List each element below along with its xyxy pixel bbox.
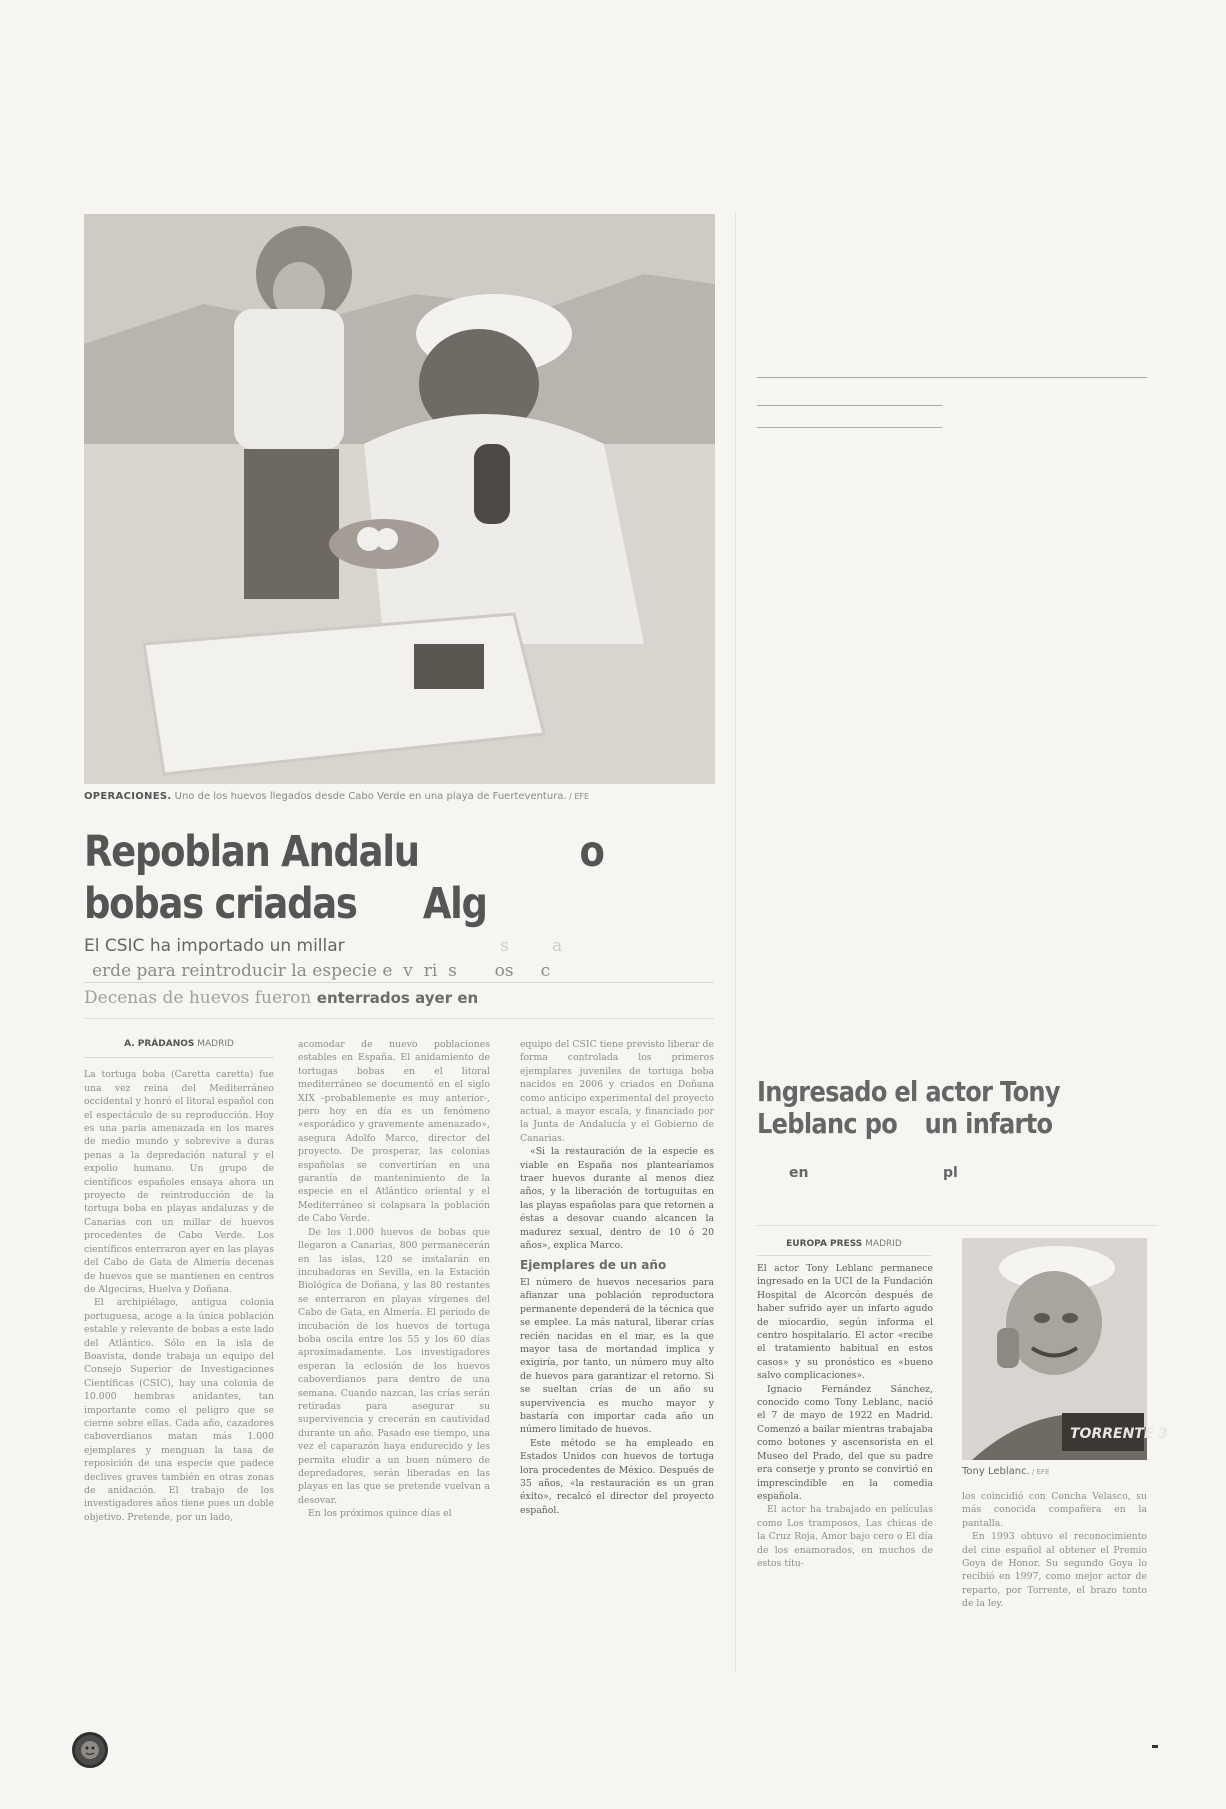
byline-author: A. PRÁDANOS — [124, 1039, 195, 1049]
paragraph: El actor Tony Leblanc permanece ingresado en la UCI de la Fundación Hospital de Alcorcón después de haber sufrido ayer un infarto agudo de miocardio, según informa el centro hospitalario. El actor «recibe el tratamiento habitual en estos casos» y su pronóstico es «bueno salvo complicaciones». — [757, 1263, 933, 1382]
column-divider — [735, 212, 736, 1672]
page-mark — [1152, 1745, 1158, 1748]
headline-line1-a: Repoblan Andalu — [84, 827, 419, 877]
headline2-line2-a: Leblanc po — [757, 1107, 898, 1140]
right-rule — [757, 405, 942, 406]
kicker-bottom-rule — [84, 1018, 714, 1019]
caption-credit: / EFE — [566, 792, 590, 801]
caption-text: Uno de los huevos llegados desde Cabo Verde en una playa de Fuerteventura. — [171, 791, 567, 802]
kicker — [84, 988, 714, 1008]
subhead-line2-b: v ri s os c — [392, 961, 551, 981]
actor-photo — [962, 1238, 1169, 1460]
byline2-author: EUROPA PRESS — [786, 1239, 863, 1249]
face-icon — [72, 1732, 108, 1768]
paragraph: El actor ha trabajado en películas como Los tramposos, Las chicas de la Cruz Roja, Amor bajo cero o El día de los enamorados, en muchos de estos títu- — [757, 1504, 933, 1569]
article-column-2 — [298, 1038, 490, 1658]
paragraph: En los próximos quince días el — [308, 1508, 452, 1520]
paragraph: acomodar de nuevo poblaciones estables en España. El anidamiento de tortugas bobas en el litoral mediterráneo se documentó en el siglo XIX -probablemente es muy anterior-, pero hoy en día es un fenómeno «esporádico y gravemente amenazado», asegura Adolfo Marco, director del proyecto. De prosperar, las colonias españolas se convertirían en una garantía de mantenimiento de la especie en el Atlántico oriental y el Mediterráneo si colapsara la población de Cabo Verde. — [298, 1039, 490, 1225]
subhead-line2-a: erde para reintroducir la especie e — [92, 961, 393, 981]
paragraph: El número de huevos necesarios para afianzar una población reproductora permanente dependerá de la técnica que se emplee. La más natural, liberar crías recién nacidas en el mar, es la que mayor tasa de mortandad implica y exigiría, por tanto, un número muy alto de huevos para garantizar el retorno. Si se sueltan crías de un año su supervivencia es mucho mayor y bastaría con importar cada año un número limitado de huevos. — [520, 1276, 714, 1436]
article-column-1 — [84, 1038, 274, 1658]
headline-line1-b: o — [579, 827, 604, 877]
paragraph: El archipiélago, antigua colonia portuguesa, acoge a la única población estable y relevante de bobas a este lado del Atlántico. Sólo en la isla de Boavista, donde trabaja un equipo del Consejo Superior de Investigaciones Científicas (CSIC), hay una colonia de 10.000 hembras anidantes, tan importante como el peligro que se cierne sobre ellas. Cada año, cazadores caboverdianos matan más 1.000 ejemplares y menguan la tasa de reposición de una especie que padece declives graves también en otras zonas de anidación. El trabajo de los investigadores años tiene pues un doble objetivo. Pretende, por un lado, — [84, 1297, 274, 1523]
kicker-divider — [84, 982, 714, 983]
byline — [84, 1038, 274, 1058]
paragraph: Este método se ha empleado en Estados Unidos con huevos de tortuga lora procedentes de México. Después de 35 años, «la restauración es un gran éxito», recalcó el director del proyecto español. — [520, 1437, 714, 1516]
secondary-headline — [757, 1076, 1118, 1140]
article-column-3 — [520, 1038, 714, 1658]
main-headline — [84, 826, 634, 930]
actor-photo-caption — [962, 1466, 1147, 1477]
main-photo — [84, 214, 715, 784]
byline-place: MADRID — [194, 1039, 234, 1049]
paragraph: De los 1.000 huevos de bobas que llegaron a Canarias, 800 permanecerán en las islas, 120 se instalarán en incubadoras en Sevilla, en la Estación Biológica de Doñana, y las 80 restantes se enterraron en playas vírgenes del Cabo de Gata, en Almería. El periodo de incubación de los huevos de tortuga boba oscila entre los 55 y los 60 días aproximadamente. Los investigadores esperan la eclosión de los huevos caboverdianos para dentro de una semana. Cuando nazcan, las crías serán retiradas para asegurar su supervivencia y crecerán en cautividad durante un año. Pasado ese tiempo, una vez el caparazón haya endurecido y les permita eludir a un buen número de depredadores, serán liberadas en las playas en las que se pretende vuelvan a desovar. — [298, 1226, 490, 1506]
right-rule — [757, 377, 1147, 378]
subheadline — [84, 934, 714, 984]
caption2-text: Tony Leblanc. — [962, 1466, 1030, 1477]
caption-lead: OPERACIONES. — [84, 791, 172, 802]
caption2-credit: / EFE — [1029, 1468, 1050, 1476]
subhead2-a: en — [789, 1165, 809, 1181]
subhead-line1-c: s a — [500, 936, 563, 956]
subhead-line1-a: El CSIC ha importado — [84, 936, 270, 956]
paragraph: En 1993 obtuvo el reconocimiento del cine español al obtener el Premio Goya de Honor. Su segundo Goya lo recibió en 1997, como mejor actor de reparto, por Torrente, el brazo tonto de la ley. — [962, 1531, 1147, 1610]
article2-column-1 — [757, 1262, 933, 1662]
subhead-line1-b: un millar — [269, 936, 345, 956]
secondary-rule — [757, 1225, 1157, 1226]
section-heading: Ejemplares de un año — [520, 1257, 667, 1272]
paragraph: La tortuga boba (Caretta caretta) fue una vez reina del Mediterráneo occidental y honró el litoral español con el espectáculo de su reproducción. Hoy es una paria amenazada en los mares de medio mundo y sobrevive a duras penas a la depredación natural y el expolio humano. Un grupo de científicos españoles ensaya ahora un proyecto de reintroducción de la tortuga boba en playas andaluzas y de Canarias con un millar de huevos procedentes de Cabo Verde. Los científicos enterraron ayer en las playas del Cabo de Gata de Almería decenas de huevos que se mantienen en centros de Algeciras, Huelva y Doñana. — [84, 1069, 274, 1295]
headline2-line1: Ingresado el actor Tony — [757, 1075, 1060, 1108]
paragraph: los coincidió con Concha Velasco, su más conocida compañera en la pantalla. — [962, 1491, 1147, 1529]
headline2-line2-b: un infarto — [924, 1107, 1053, 1140]
headline-line2-b: Alg — [422, 879, 487, 929]
paragraph: equipo del CSIC tiene previsto liberar de forma controlada los primeros ejemplares juveniles de tortuga boba nacidos en 2006 y criados en Doñana como anticipo experimental del proyecto actual, a mayor escala, y financiado por la Junta de Andalucía y el Gobierno de Canarias. — [520, 1039, 714, 1144]
headline-line2-a: bobas criadas — [84, 879, 357, 929]
byline-secondary — [757, 1239, 931, 1256]
subhead2-b: pl — [943, 1165, 958, 1181]
article2-column-2 — [962, 1490, 1147, 1660]
kicker-a: Decenas de huevos fueron — [84, 988, 317, 1008]
kicker-b: enterrados ayer en — [316, 989, 479, 1007]
photo-caption — [84, 791, 715, 802]
byline2-place: MADRID — [862, 1239, 902, 1249]
right-rule — [757, 427, 942, 428]
photo-badge: TORRENTE 3 — [1070, 1426, 1169, 1442]
paragraph: «Si la restauración de la especie es viable en España nos plantearíamos traer huevos durante al menos diez años, y la liberación de tortuguitas en las playas españolas para que retornen a éstas a desovar cuando alcancen la madurez sexual, dentro de 10 ó 20 años», explica Marco. — [520, 1146, 714, 1252]
paragraph: Ignacio Fernández Sánchez, conocido como Tony Leblanc, nació el 7 de mayo de 1922 en Madrid. Comenzó a bailar mientras trabajaba como botones y ascensorista en el Museo del Prado, del que su padre era conserje y pronto se convirtió en imprescindible en la comedia española. — [757, 1383, 933, 1502]
